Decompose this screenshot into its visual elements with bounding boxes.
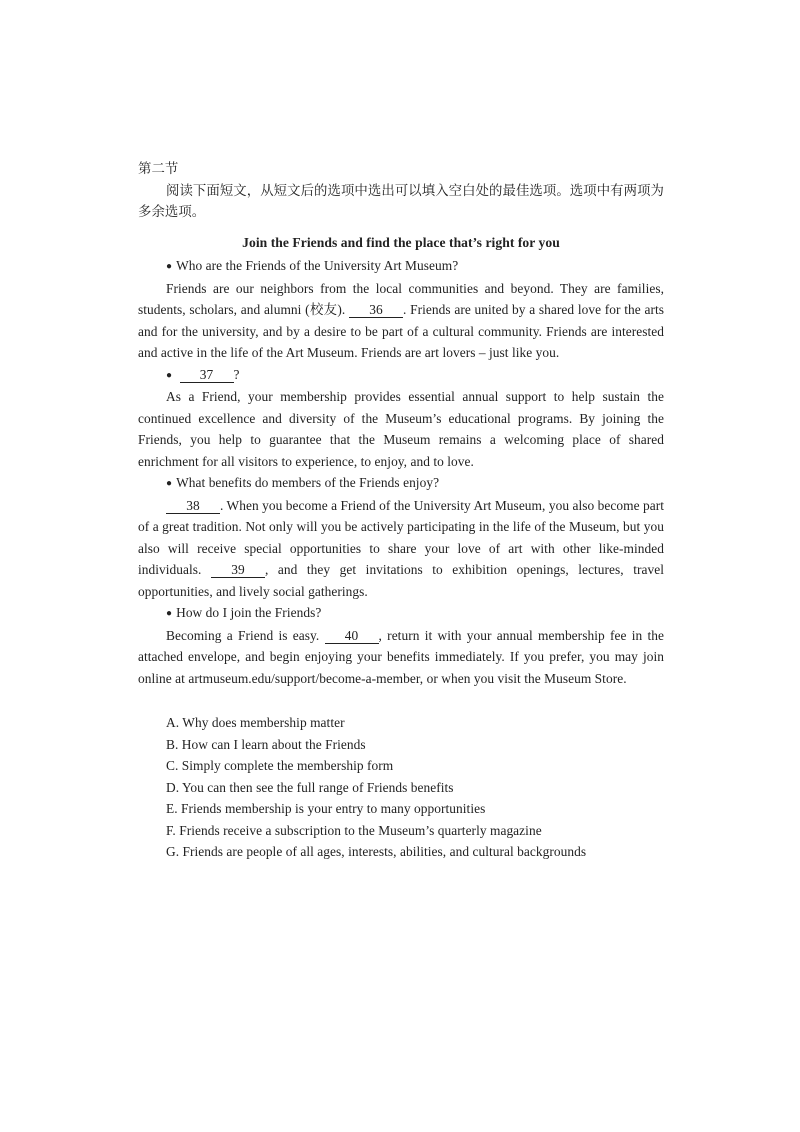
bullet-icon: ● [166,261,173,272]
question-2-mark: ? [233,366,240,382]
option-a[interactable]: A. Why does membership matter [166,715,345,730]
question-heading-3 [138,472,664,495]
instruction-text: 阅读下面短文，从短文后的选项中选出可以填入空白处的最佳选项。选项中有两项为多余选项。 [138,182,664,219]
question-text-1: Who are the Friends of the University Art Museum? [176,258,459,273]
question-text-4: How do I join the Friends? [176,605,322,620]
question-text-3: What benefits do members of the Friends enjoy? [176,475,440,490]
paragraph-3-end: , and they get invitations to exhibition openings, lectures, travel opportunities, and lively social gatherings. [138,562,664,599]
bullet-icon: ● [166,608,173,619]
blank-40[interactable]: 40 [325,628,379,644]
section-label: 第二节 [138,161,179,176]
document-content [138,158,664,863]
blank-38[interactable]: 38 [166,498,220,514]
bullet-icon: ● [166,369,173,381]
blank-36[interactable]: 36 [349,302,403,318]
option-c[interactable]: C. Simply complete the membership form [166,758,394,773]
paragraph-2: As a Friend, your membership provides essential annual support to help sustain the continued excellence and diversity of the Museum’s educational programs. By joining the Friends, you help to guarantee that the Museum remains a welcoming place of shared enrichment for all visitors to experience, to enjoy, and to love. [138,389,664,469]
option-d[interactable]: D. You can then see the full range of Friends benefits [166,779,454,795]
blank-39[interactable]: 39 [211,562,265,578]
answer-options [138,712,664,863]
paragraph-3-middle: . When you become a Friend of the University Art Museum, you also become part of a great tradition. Not only will you be actively participating in the life of the Museum, but you also will receive special opportunities to share your love of art with other like-minded individuals. [138,497,664,577]
paragraph-4-start: Becoming a Friend is easy. [166,627,320,643]
option-f[interactable]: F. Friends receive a subscription to the Museum’s quarterly magazine [166,822,542,838]
paragraph-1-end: . Friends are united by a shared love for the arts and for the university, and by a desire to be part of a cultural community. Friends are interested and active in the life of the Art Museum. Friends are art lovers – just like you. [138,302,664,360]
bullet-icon: ● [166,478,173,489]
blank-37[interactable]: 37 [180,367,234,383]
question-heading-4 [138,602,664,625]
question-heading-1 [138,255,664,278]
paragraph-3 [138,495,664,603]
paragraph-1 [138,278,664,364]
paragraph-4 [138,625,664,690]
option-e[interactable]: E. Friends membership is your entry to many opportunities [166,801,486,816]
option-b[interactable]: B. How can I learn about the Friends [166,736,366,752]
option-g[interactable]: G. Friends are people of all ages, interests, abilities, and cultural backgrounds [166,844,587,859]
paragraph-1-start: Friends are our neighbors from the local communities and beyond. They are families, students, scholars, and alumni (校友). [138,280,664,317]
question-heading-2 [138,364,664,387]
paragraph-4-end: , return it with your annual membership fee in the attached envelope, and begin enjoying your benefits immediately. If you prefer, you may join online at artmuseum.edu/support/become-a-member, or when you visit the Museum Store. [138,627,664,686]
article-title: Join the Friends and find the place that’s right for you [242,234,560,250]
